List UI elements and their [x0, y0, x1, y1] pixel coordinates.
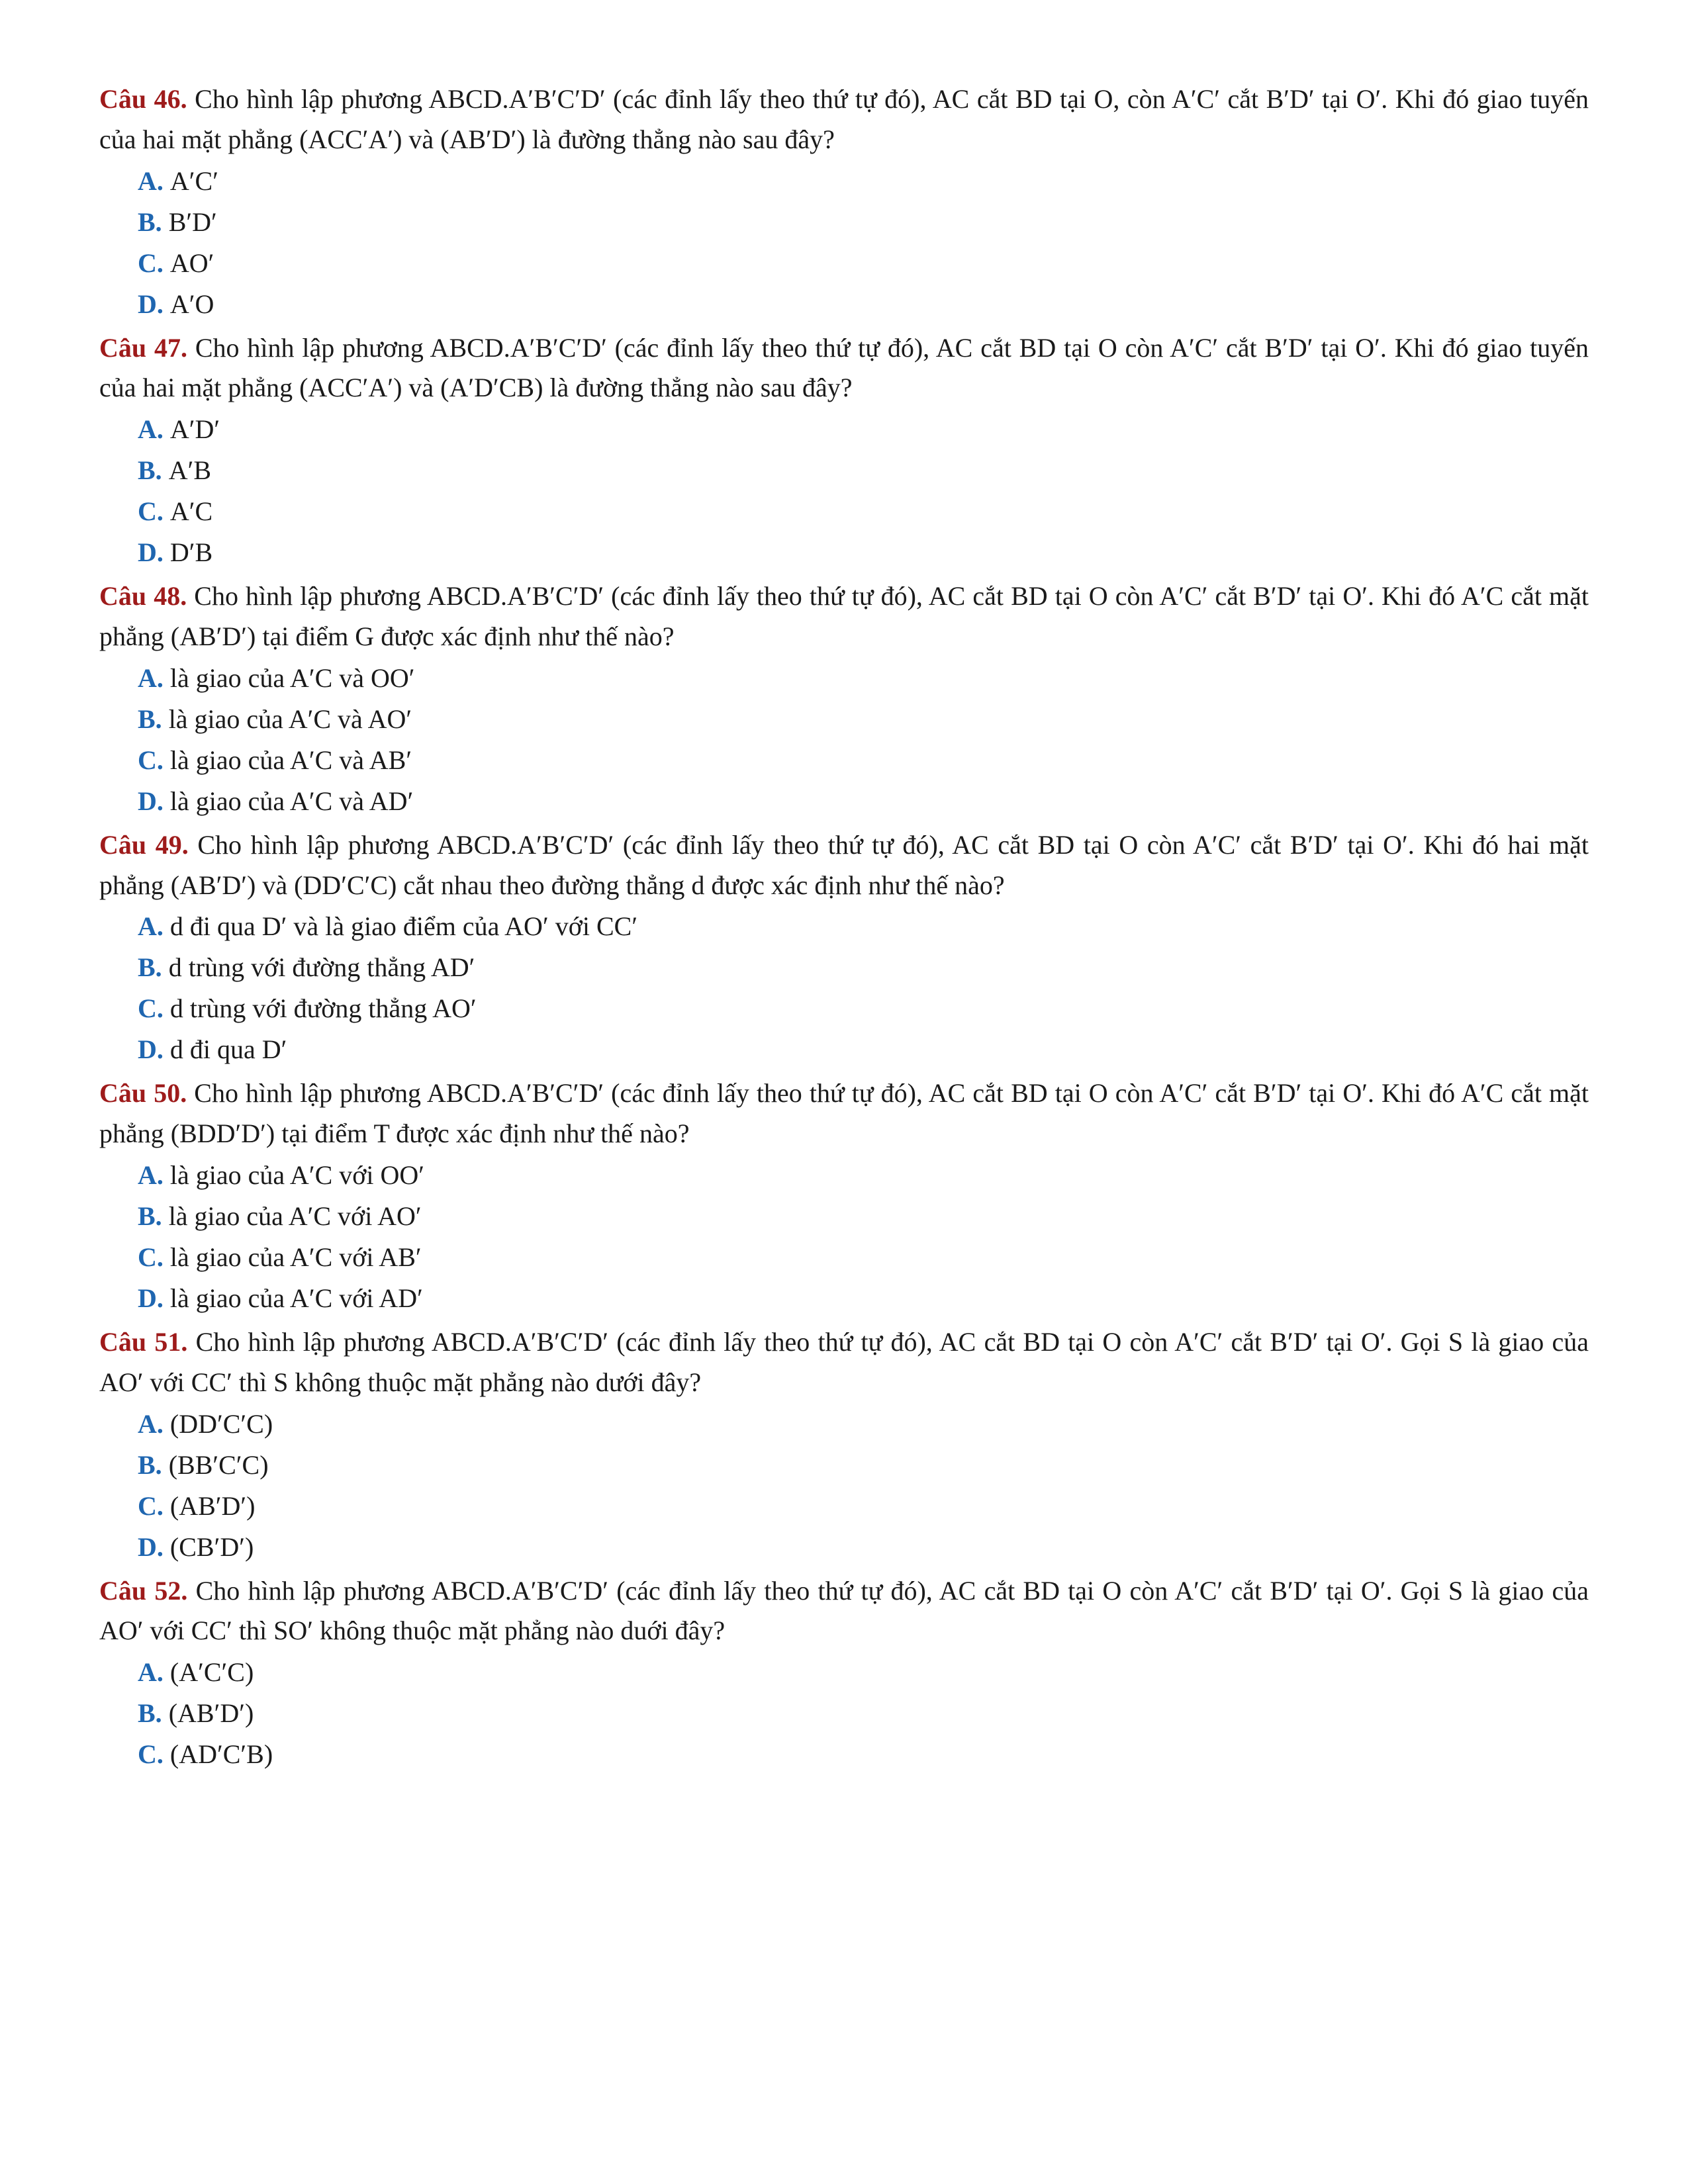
answer-option[interactable]	[99, 907, 1589, 946]
answer-options	[99, 161, 1589, 324]
question-stem	[99, 1322, 1589, 1403]
option-text: là giao của A′C với AD′	[169, 1283, 423, 1313]
answer-option[interactable]	[99, 1156, 1589, 1195]
question-label: Câu 47.	[99, 332, 187, 363]
answer-option[interactable]	[99, 533, 1589, 572]
option-key: D.	[138, 289, 164, 319]
option-key: C.	[138, 248, 164, 278]
option-text: A′O	[169, 289, 214, 319]
question-label: Câu 48.	[99, 581, 187, 612]
option-text: (AB′D′)	[169, 1490, 256, 1521]
answer-options	[99, 1404, 1589, 1567]
answer-option[interactable]	[99, 1527, 1589, 1567]
answer-option[interactable]	[99, 1030, 1589, 1069]
question-block	[99, 576, 1589, 821]
option-text: là giao của A′C và OO′	[169, 662, 415, 693]
option-key: A.	[138, 911, 164, 942]
question-stem	[99, 825, 1589, 906]
option-key: B.	[138, 952, 162, 983]
answer-option[interactable]	[99, 244, 1589, 283]
question-text: Cho hình lập phương ABCD.A′B′C′D′ (các đỉnh lấy theo thứ tự đó), AC cắt BD tại O còn A′C′ cắt B′D′ tại O′. Khi đó giao tuyến của hai mặt phẳng (ACC′A′) và (A′D′CB) là đường thẳng nào sau đây?	[99, 332, 1589, 403]
answer-option[interactable]	[99, 203, 1589, 242]
question-text: Cho hình lập phương ABCD.A′B′C′D′ (các đỉnh lấy theo thứ tự đó), AC cắt BD tại O còn A′C′ cắt B′D′ tại O′. Gọi S là giao của AO′ với CC′ thì S không thuộc mặt phẳng nào dưới đây?	[99, 1326, 1589, 1397]
question-block	[99, 79, 1589, 324]
answer-option[interactable]	[99, 492, 1589, 531]
option-text: d đi qua D′ và là giao điểm của AO′ với CC′	[169, 911, 638, 942]
answer-option[interactable]	[99, 1445, 1589, 1485]
question-text: Cho hình lập phương ABCD.A′B′C′D′ (các đỉnh lấy theo thứ tự đó), AC cắt BD tại O còn A′C′ cắt B′D′ tại O′. Khi đó hai mặt phẳng (AB′D′) và (DD′C′C) cắt nhau theo đường thẳng d được xác định như thế nào?	[99, 829, 1589, 900]
question-block	[99, 1322, 1589, 1567]
option-key: D.	[138, 537, 164, 568]
question-label: Câu 52.	[99, 1575, 188, 1606]
question-label: Câu 51.	[99, 1326, 188, 1357]
option-text: AO′	[169, 248, 214, 278]
option-text: là giao của A′C với OO′	[169, 1160, 425, 1190]
option-text: d trùng với đường thẳng AD′	[168, 952, 475, 983]
answer-option[interactable]	[99, 161, 1589, 201]
option-text: d trùng với đường thẳng AO′	[169, 993, 477, 1024]
answer-options	[99, 1156, 1589, 1318]
question-label: Câu 50.	[99, 1078, 187, 1109]
question-text: Cho hình lập phương ABCD.A′B′C′D′ (các đỉnh lấy theo thứ tự đó), AC cắt BD tại O còn A′C′ cắt B′D′ tại O′. Khi đó A′C cắt mặt phẳng (BDD′D′) tại điểm T được xác định như thế nào?	[99, 1078, 1589, 1149]
option-text: (CB′D′)	[169, 1531, 254, 1562]
answer-options	[99, 410, 1589, 572]
option-text: A′D′	[169, 414, 220, 445]
question-stem	[99, 576, 1589, 657]
option-text: là giao của A′C với AO′	[168, 1201, 422, 1231]
option-key: D.	[138, 1034, 164, 1065]
option-key: D.	[138, 786, 164, 816]
question-block	[99, 1073, 1589, 1318]
answer-option[interactable]	[99, 700, 1589, 739]
question-label: Câu 49.	[99, 829, 189, 860]
question-block	[99, 1571, 1589, 1775]
question-text: Cho hình lập phương ABCD.A′B′C′D′ (các đỉnh lấy theo thứ tự đó), AC cắt BD tại O còn A′C′ cắt B′D′ tại O′. Gọi S là giao của AO′ với CC′ thì SO′ không thuộc mặt phẳng nào duới đây?	[99, 1575, 1589, 1646]
answer-option[interactable]	[99, 782, 1589, 821]
answer-option[interactable]	[99, 1694, 1589, 1733]
option-text: (AB′D′)	[168, 1698, 254, 1729]
answer-option[interactable]	[99, 1486, 1589, 1526]
option-key: A.	[138, 1160, 164, 1190]
option-key: B.	[138, 1698, 162, 1729]
option-text: A′C	[169, 496, 213, 527]
answer-options	[99, 659, 1589, 821]
question-text: Cho hình lập phương ABCD.A′B′C′D′ (các đỉnh lấy theo thứ tự đó), AC cắt BD tại O, còn A′C′ cắt B′D′ tại O′. Khi đó giao tuyến của hai mặt phẳng (ACC′A′) và (AB′D′) là đường thẳng nào sau đây?	[99, 84, 1589, 154]
answer-option[interactable]	[99, 451, 1589, 490]
option-key: B.	[138, 206, 162, 237]
option-text: A′B	[168, 455, 212, 486]
option-key: B.	[138, 1201, 162, 1231]
answer-option[interactable]	[99, 410, 1589, 449]
option-text: (AD′C′B)	[169, 1739, 273, 1770]
option-text: B′D′	[168, 206, 217, 237]
answer-option[interactable]	[99, 285, 1589, 324]
question-label: Câu 46.	[99, 84, 187, 114]
option-text: là giao của A′C và AB′	[169, 745, 412, 775]
option-key: C.	[138, 496, 164, 527]
option-key: A.	[138, 1657, 164, 1688]
option-key: C.	[138, 1739, 164, 1770]
answer-option[interactable]	[99, 659, 1589, 698]
question-stem	[99, 1073, 1589, 1154]
answer-option[interactable]	[99, 1238, 1589, 1277]
option-key: D.	[138, 1283, 164, 1313]
option-key: C.	[138, 1490, 164, 1521]
option-key: B.	[138, 455, 162, 486]
answer-option[interactable]	[99, 989, 1589, 1028]
question-block	[99, 825, 1589, 1070]
question-text: Cho hình lập phương ABCD.A′B′C′D′ (các đỉnh lấy theo thứ tự đó), AC cắt BD tại O còn A′C′ cắt B′D′ tại O′. Khi đó A′C cắt mặt phẳng (AB′D′) tại điểm G được xác định như thế nào?	[99, 581, 1589, 651]
question-stem	[99, 328, 1589, 409]
question-list	[99, 79, 1589, 1774]
option-text: là giao của A′C và AO′	[168, 704, 412, 734]
answer-option[interactable]	[99, 1279, 1589, 1318]
answer-option[interactable]	[99, 948, 1589, 987]
option-text: D′B	[169, 537, 213, 568]
option-text: d đi qua D′	[169, 1034, 287, 1065]
answer-options	[99, 1653, 1589, 1774]
option-text: (A′C′C)	[169, 1657, 254, 1688]
option-text: (DD′C′C)	[169, 1408, 273, 1439]
option-key: D.	[138, 1531, 164, 1562]
option-text: A′C′	[169, 165, 218, 196]
option-key: A.	[138, 165, 164, 196]
option-key: C.	[138, 745, 164, 775]
option-text: là giao của A′C với AB′	[169, 1242, 422, 1272]
question-block	[99, 328, 1589, 573]
option-text: là giao của A′C và AD′	[169, 786, 414, 816]
answer-option[interactable]	[99, 1653, 1589, 1692]
answer-option[interactable]	[99, 1735, 1589, 1774]
answer-option[interactable]	[99, 741, 1589, 780]
option-key: A.	[138, 662, 164, 693]
option-key: C.	[138, 1242, 164, 1272]
question-stem	[99, 1571, 1589, 1652]
option-text: (BB′C′C)	[168, 1449, 269, 1480]
option-key: A.	[138, 1408, 164, 1439]
answer-option[interactable]	[99, 1197, 1589, 1236]
option-key: B.	[138, 704, 162, 734]
option-key: B.	[138, 1449, 162, 1480]
answer-options	[99, 907, 1589, 1069]
question-stem	[99, 79, 1589, 160]
option-key: C.	[138, 993, 164, 1024]
answer-option[interactable]	[99, 1404, 1589, 1444]
option-key: A.	[138, 414, 164, 445]
